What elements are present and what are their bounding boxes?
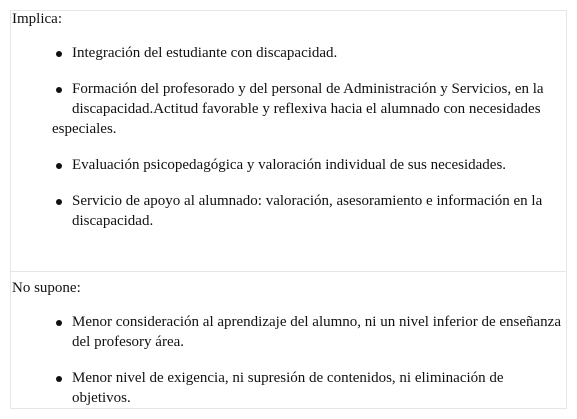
implica-list: [11, 43, 566, 231]
list-item: [11, 43, 566, 63]
section-label-implica: Implica:: [12, 11, 62, 27]
list-item-text: Menor consideración al aprendizaje del alumno, ni un nivel inferior de enseñanza del profesory área.: [72, 314, 561, 350]
list-item-text: Formación del profesorado y del personal de Administración y Servicios, en la discapacidad.Actitud favorable y reflexiva hacia el alumnado con necesidades: [72, 81, 544, 117]
list-item-text: Integración del estudiante con discapacidad.: [72, 45, 338, 61]
cell-no-supone: [11, 272, 567, 409]
list-item: [11, 191, 566, 231]
list-item: [11, 155, 566, 175]
row-implica: [11, 11, 567, 272]
list-item: [11, 79, 566, 139]
list-item: [11, 368, 566, 408]
list-item: [11, 312, 566, 352]
list-item-continuation: especiales.: [52, 121, 117, 137]
list-item-text: Menor nivel de exigencia, ni supresión de contenidos, ni eliminación de objetivos.: [72, 370, 504, 406]
no-supone-list: [11, 312, 566, 408]
content-table: [10, 10, 567, 409]
row-no-supone: [11, 272, 567, 409]
list-item-text: Servicio de apoyo al alumnado: valoración, asesoramiento e información en la discapacidad.: [72, 193, 543, 229]
cell-implica: [11, 11, 567, 272]
section-label-no-supone: No supone:: [12, 280, 81, 296]
list-item-text: Evaluación psicopedagógica y valoración individual de sus necesidades.: [72, 157, 507, 173]
